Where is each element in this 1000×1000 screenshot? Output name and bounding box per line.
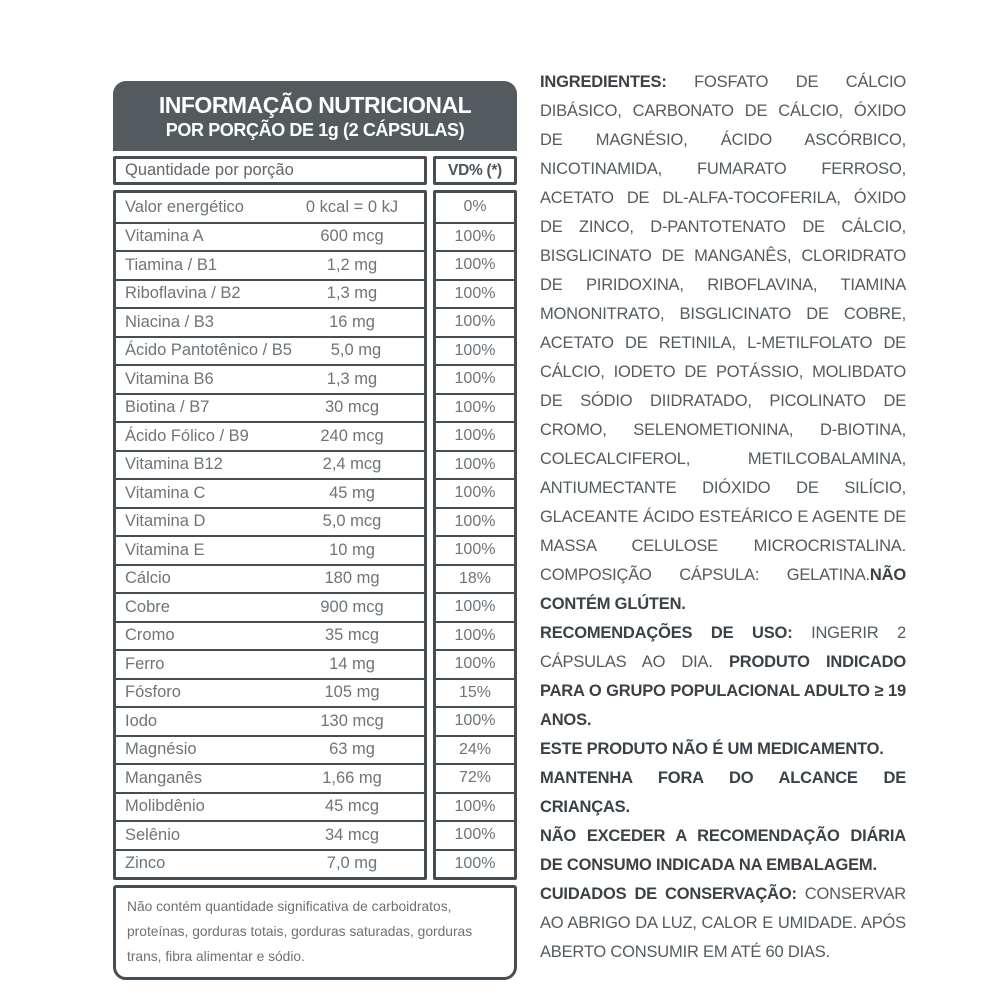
table-row [116, 507, 424, 536]
nutrient-name: Fósforo [125, 683, 181, 702]
nutrient-amount: 1,3 mg [326, 284, 378, 303]
nutrient-amount: 14 mg [329, 654, 375, 673]
nutrient-daily-value: 100% [436, 621, 514, 650]
table-row [116, 250, 424, 279]
nutrient-daily-value: 0% [463, 198, 487, 216]
daily-value-column-header: VD% (*) [433, 156, 517, 185]
nutrient-amount: 1,2 mg [326, 255, 378, 274]
nutrient-name: Niacina / B3 [125, 312, 214, 331]
label-title: INFORMAÇÃO NUTRICIONAL [158, 91, 472, 118]
nutrient-daily-value: 100% [436, 222, 514, 251]
nutrient-name: Vitamina E [125, 540, 205, 559]
nutrient-name: Vitamina D [125, 512, 206, 531]
nutrient-name: Iodo [125, 711, 158, 730]
nutrition-facts-label [113, 81, 517, 980]
table-row [116, 478, 424, 507]
nutrient-amount: 1,66 mg [322, 768, 382, 787]
nutrient-name: Biotina / B7 [125, 398, 210, 417]
table-row [116, 621, 424, 650]
nutrient-amount: 45 mg [329, 483, 375, 502]
nutrient-amount: 30 mcg [324, 398, 380, 417]
vd-rows [433, 190, 517, 880]
nutrient-amount: 0 kcal = 0 kJ [305, 197, 399, 216]
ingredients-paragraph [540, 68, 906, 619]
table-row [116, 592, 424, 621]
nutrient-amount: 130 mcg [320, 711, 384, 730]
nutrient-name: Ferro [125, 654, 165, 673]
table-row [116, 849, 424, 878]
keep-away-children-warning-paragraph [540, 764, 906, 822]
nutrient-daily-value: 100% [436, 421, 514, 450]
nutrient-name: Riboflavina / B2 [125, 284, 241, 303]
table-row [116, 222, 424, 251]
table-row [116, 820, 424, 849]
nutrient-amount: 63 mg [329, 740, 375, 759]
usage-recommendations-paragraph [540, 619, 906, 735]
nutrient-daily-value: 100% [436, 478, 514, 507]
bold-text: MANTENHA FORA DO ALCANCE DE CRIANÇAS. [540, 769, 906, 816]
nutrient-name: Zinco [125, 854, 166, 873]
table-row [116, 421, 424, 450]
table-row [116, 193, 424, 222]
nutrient-daily-value: 100% [436, 535, 514, 564]
nutrient-name: Vitamina C [125, 483, 206, 502]
nutrient-name: Manganês [125, 768, 203, 787]
bold-text: INGREDIENTES: [540, 73, 695, 91]
nutrient-daily-value: 15% [436, 678, 514, 707]
nutrient-daily-value: 100% [436, 250, 514, 279]
nutrient-amount: 10 mg [329, 540, 375, 559]
table-header-row [113, 156, 517, 185]
nutrient-amount: 900 mcg [320, 597, 384, 616]
nutrient-name: Cálcio [125, 569, 171, 588]
storage-care-paragraph [540, 880, 906, 967]
nutrient-daily-value: 100% [436, 336, 514, 365]
table-row [116, 393, 424, 422]
body-text: FOSFATO DE CÁLCIO DIBÁSICO, CARBONATO DE CÁLCIO, ÓXIDO DE MAGNÉSIO, ÁCIDO ASCÓRBICO, NICOTINAMIDA, FUMARATO FERROSO, ACETATO DE DL-ALFA-TOCOFERILA, ÓXIDO DE ZINCO, D-PANTOTENATO DE CÁLCIO, BISGLICINATO DE MANGANÊS, CLORIDRATO DE PIRIDOXINA, RIBOFLAVINA, TIAMINA MONONITRATO, BISGLICINATO DE COBRE, ACETATO DE RETINILA, L-METILFOLATO DE CÁLCIO, IODETO DE POTÁSSIO, MOLIBDATO DE SÓDIO DIIDRATADO, PICOLINATO DE CROMO, SELENOMETIONINA, D-BIOTINA, COLECALCIFEROL, METILCOBALAMINA, ANTIUMECTANTE DIÓXIDO DE SILÍCIO, GLACEANTE ÁCIDO ESTEÁRICO E AGENTE DE MASSA CELULOSE MICROCRISTALINA. COMPOSIÇÃO CÁPSULA: GELATINA. [540, 73, 907, 584]
nutrient-daily-value: 18% [436, 564, 514, 593]
nutrient-name: Magnésio [125, 740, 197, 759]
nutrient-name: Molibdênio [125, 797, 205, 816]
table-row [116, 564, 424, 593]
nutrient-daily-value: 100% [436, 849, 514, 878]
bold-text: CUIDADOS DE CONSERVAÇÃO: [540, 885, 805, 903]
table-row [116, 535, 424, 564]
nutrient-rows [113, 190, 427, 880]
body-text: INGERIR 2 CÁPSULAS AO DIA. [540, 624, 907, 671]
bold-text: ESTE PRODUTO NÃO É UM MEDICAMENTO. [540, 740, 884, 758]
table-row [116, 678, 424, 707]
nutrient-amount: 5,0 mcg [322, 512, 382, 531]
nutrient-amount: 45 mcg [324, 797, 380, 816]
table-row [116, 364, 424, 393]
nutrient-name: Ácido Fólico / B9 [125, 426, 249, 445]
label-subtitle: POR PORÇÃO DE 1g (2 CÁPSULAS) [165, 119, 465, 140]
nutrient-name: Vitamina A [125, 227, 204, 246]
nutrient-name: Selênio [125, 825, 181, 844]
nutrient-amount: 7,0 mg [326, 854, 378, 873]
table-row [116, 792, 424, 821]
table-row [116, 735, 424, 764]
nutrient-name: Tiamina / B1 [125, 255, 218, 274]
nutrient-daily-value: 100% [436, 279, 514, 308]
table-row [116, 450, 424, 479]
quantity-column-header: Quantidade por porção [113, 156, 427, 185]
nutrient-amount: 35 mcg [324, 626, 380, 645]
nutrient-daily-value: 100% [436, 820, 514, 849]
nutrient-name: Cobre [125, 597, 170, 616]
nutrient-daily-value: 100% [436, 592, 514, 621]
daily-limit-warning-paragraph [540, 822, 906, 880]
nutrient-name: Valor energético [125, 197, 244, 216]
table-row [116, 706, 424, 735]
label-footnote: Não contém quantidade significativa de carboidratos, proteínas, gorduras totais, gorduras saturadas, gorduras trans, fibra alimentar e sódio. [113, 885, 517, 980]
nutrient-amount: 1,3 mg [326, 369, 378, 388]
table-body [113, 190, 517, 880]
label-title-band [113, 81, 517, 151]
nutrient-daily-value: 100% [436, 307, 514, 336]
table-row [116, 336, 424, 365]
nutrient-daily-value: 100% [436, 393, 514, 422]
nutrient-daily-value: 100% [436, 364, 514, 393]
nutrient-daily-value: 72% [436, 763, 514, 792]
nutrient-daily-value: 100% [436, 507, 514, 536]
nutrient-amount: 16 mg [329, 312, 375, 331]
info-panel [540, 68, 906, 967]
nutrient-daily-value: 100% [436, 649, 514, 678]
nutrient-name: Vitamina B6 [125, 369, 214, 388]
nutrient-name: Ácido Pantotênico / B5 [125, 341, 292, 360]
nutrient-daily-value: 100% [436, 706, 514, 735]
nutrient-name: Vitamina B12 [125, 455, 223, 474]
nutrient-amount: 2,4 mcg [322, 455, 382, 474]
nutrient-amount: 600 mcg [320, 227, 384, 246]
nutrient-amount: 105 mg [324, 683, 380, 702]
not-medicine-warning-paragraph [540, 735, 906, 764]
bold-text: NÃO CONTÉM GLÚTEN. [540, 566, 906, 613]
body-text: CONSERVAR AO ABRIGO DA LUZ, CALOR E UMIDADE. APÓS ABERTO CONSUMIR EM ATÉ 60 DIAS. [540, 885, 906, 961]
nutrient-amount: 34 mcg [324, 825, 380, 844]
nutrient-daily-value: 100% [436, 450, 514, 479]
table-row [116, 307, 424, 336]
table-row [116, 649, 424, 678]
bold-text: RECOMENDAÇÕES DE USO: [540, 624, 812, 642]
nutrient-daily-value: 24% [436, 735, 514, 764]
nutrient-amount: 180 mg [324, 569, 380, 588]
nutrient-amount: 240 mcg [320, 426, 384, 445]
bold-text: PRODUTO INDICADO PARA O GRUPO POPULACIONAL ADULTO ≥ 19 ANOS. [540, 653, 906, 729]
nutrient-daily-value: 100% [436, 792, 514, 821]
bold-text: NÃO EXCEDER A RECOMENDAÇÃO DIÁRIA DE CONSUMO INDICADA NA EMBALAGEM. [540, 827, 906, 874]
nutrient-name: Cromo [125, 626, 175, 645]
table-row [116, 279, 424, 308]
table-row [116, 763, 424, 792]
nutrient-amount: 5,0 mg [330, 341, 382, 360]
